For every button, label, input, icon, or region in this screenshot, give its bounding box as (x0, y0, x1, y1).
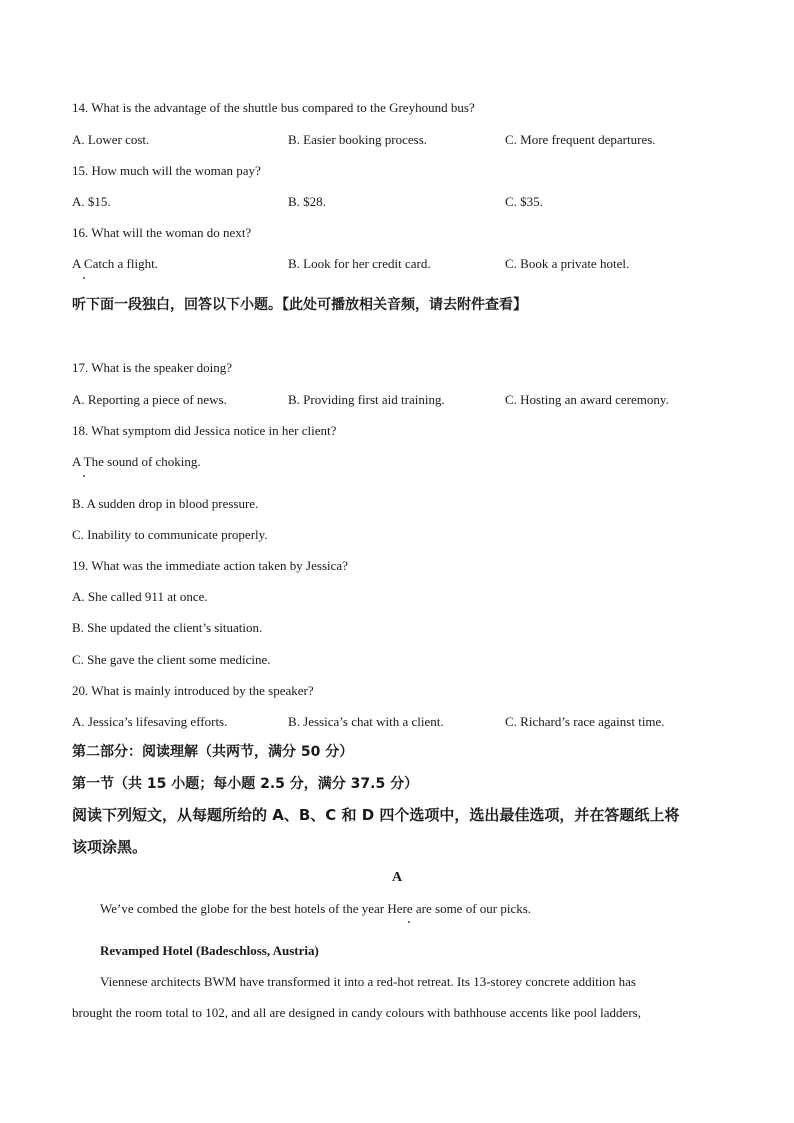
dot-mark (83, 475, 85, 477)
question-14: 14. What is the advantage of the shuttle bus compared to the Greyhound bus? (72, 100, 475, 115)
q15-option-a: A. $15. (72, 194, 111, 209)
reading-instruction-line1: 阅读下列短文，从每题所给的 A、B、C 和 D 四个选项中，选出最佳选项，并在答题纸上将 (72, 806, 680, 824)
q19-option-a: A. She called 911 at once. (72, 589, 208, 604)
q18-option-c: C. Inability to communicate properly. (72, 527, 268, 542)
part-two-title: 第二部分：阅读理解（共两节，满分 50 分） (72, 744, 354, 760)
question-15: 15. How much will the woman pay? (72, 163, 261, 178)
q20-option-c: C. Richard’s race against time. (505, 714, 665, 729)
reading-instruction-line2: 该项涂黑。 (72, 838, 148, 856)
q14-option-a: A. Lower cost. (72, 132, 150, 147)
q15-option-c: C. $35. (505, 194, 543, 209)
question-17: 17. What is the speaker doing? (72, 360, 233, 375)
q16-option-a: A Catch a flight. (72, 256, 158, 271)
dot-mark (408, 921, 410, 923)
dot-mark (83, 277, 85, 279)
q17-option-c: C. Hosting an award ceremony. (505, 392, 669, 407)
q18-option-b: B. A sudden drop in blood pressure. (72, 496, 259, 511)
q14-option-c: C. More frequent departures. (505, 132, 656, 147)
passage-line-2: brought the room total to 102, and all are designed in candy colours with bathhouse accents like pool ladders, (72, 1005, 641, 1020)
q18-option-a: A The sound of choking. (72, 454, 201, 469)
q17-option-a: A. Reporting a piece of news. (72, 392, 227, 407)
passage-letter: A (391, 870, 403, 885)
q16-option-c: C. Book a private hotel. (505, 256, 630, 271)
question-19: 19. What was the immediate action taken by Jessica? (72, 558, 348, 573)
q17-option-b: B. Providing first aid training. (288, 392, 445, 407)
hotel-heading: Revamped Hotel (Badeschloss, Austria) (100, 943, 319, 958)
q15-option-b: B. $28. (288, 194, 326, 209)
q14-option-b: B. Easier booking process. (288, 132, 428, 147)
q19-option-b: B. She updated the client’s situation. (72, 620, 263, 635)
section-one-title: 第一节（共 15 小题；每小题 2.5 分，满分 37.5 分） (72, 776, 419, 792)
question-16: 16. What will the woman do next? (72, 225, 252, 240)
passage-intro: We’ve combed the globe for the best hotels of the year Here are some of our picks. (100, 901, 532, 916)
q20-option-b: B. Jessica’s chat with a client. (288, 714, 444, 729)
question-20: 20. What is mainly introduced by the speaker? (72, 683, 314, 698)
passage-line-1: Viennese architects BWM have transformed it into a red-hot retreat. Its 13-storey concrete addition has (100, 974, 636, 989)
q16-option-b: B. Look for her credit card. (288, 256, 431, 271)
q19-option-c: C. She gave the client some medicine. (72, 652, 271, 667)
q20-option-a: A. Jessica’s lifesaving efforts. (72, 714, 228, 729)
monologue-instruction: 听下面一段独白，回答以下小题。【此处可播放相关音频，请去附件查看】 (72, 297, 527, 313)
question-18: 18. What symptom did Jessica notice in her client? (72, 423, 337, 438)
